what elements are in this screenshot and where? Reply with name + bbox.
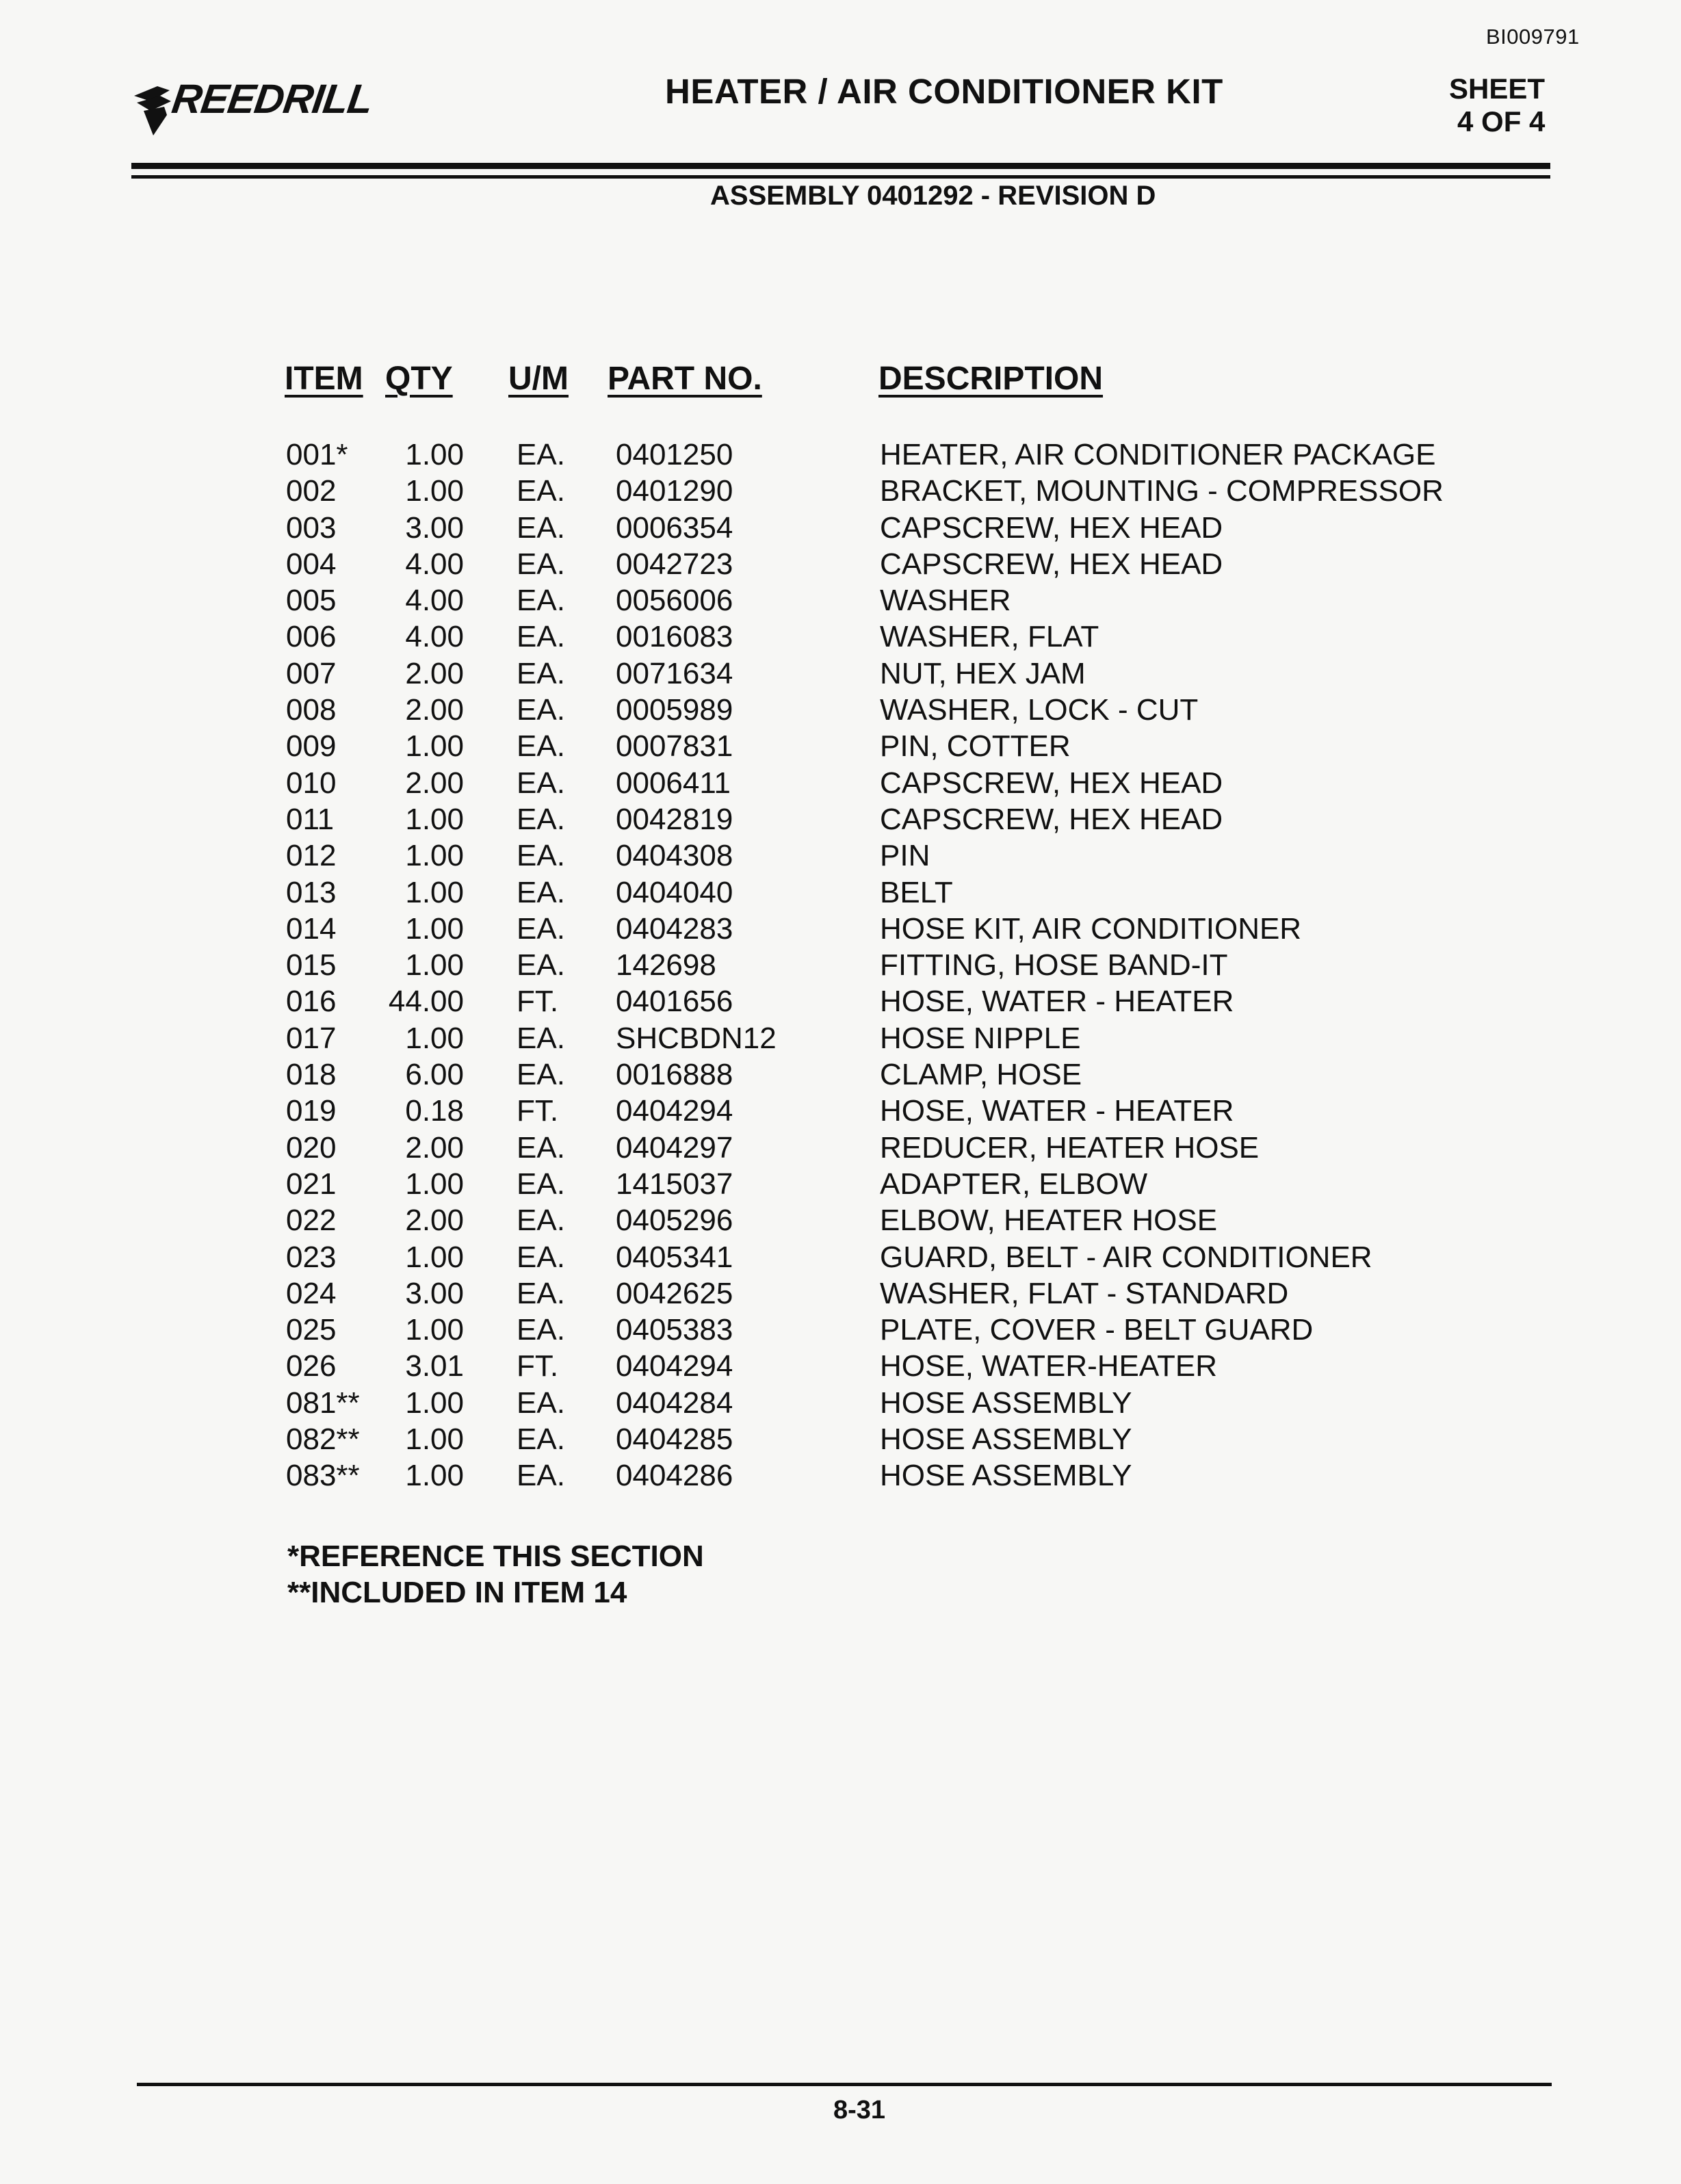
item-number: 011	[286, 802, 335, 836]
unit-of-measure: EA.	[517, 1021, 565, 1055]
quantity: 1.00	[405, 474, 464, 508]
item-number: 082**	[286, 1422, 360, 1457]
unit-of-measure: EA.	[517, 656, 565, 690]
table-row	[0, 912, 1681, 948]
quantity: 1.00	[405, 1459, 464, 1493]
part-number: 0006354	[616, 510, 733, 545]
part-description: CAPSCREW, HEX HEAD	[880, 510, 1223, 545]
table-row	[0, 1422, 1681, 1459]
quantity: 1.00	[405, 1386, 464, 1420]
table-row	[0, 511, 1681, 547]
table-row	[0, 1022, 1681, 1058]
unit-of-measure: EA.	[517, 1313, 565, 1347]
table-row	[0, 1094, 1681, 1130]
part-description: HOSE, WATER - HEATER	[880, 985, 1234, 1019]
part-description: REDUCER, HEATER HOSE	[880, 1130, 1260, 1165]
header-rule-thick	[131, 163, 1550, 169]
company-logo	[130, 73, 376, 141]
quantity: 2.00	[405, 656, 464, 690]
table-row	[0, 1167, 1681, 1204]
item-number: 024	[286, 1276, 337, 1310]
part-description: GUARD, BELT - AIR CONDITIONER	[880, 1240, 1372, 1274]
unit-of-measure: EA.	[517, 547, 565, 581]
table-row	[0, 547, 1681, 584]
quantity: 4.00	[405, 620, 464, 654]
part-description: BELT	[880, 875, 953, 909]
part-description: HOSE NIPPLE	[880, 1021, 1081, 1055]
part-number: 0404286	[616, 1459, 733, 1493]
quantity: 44.00	[388, 985, 464, 1019]
part-description: WASHER	[880, 584, 1011, 618]
quantity: 2.00	[405, 693, 464, 727]
unit-of-measure: FT.	[517, 1094, 559, 1128]
part-number: 0405383	[616, 1313, 733, 1347]
column-header-item: ITEM	[285, 361, 363, 397]
item-number: 021	[286, 1167, 337, 1201]
part-number: 0404040	[616, 875, 733, 909]
item-number: 002	[286, 474, 337, 508]
part-description: HOSE, WATER - HEATER	[880, 1094, 1234, 1128]
quantity: 6.00	[405, 1058, 464, 1092]
part-description: HOSE ASSEMBLY	[880, 1386, 1132, 1420]
unit-of-measure: EA.	[517, 802, 565, 836]
item-number: 007	[286, 656, 337, 690]
part-number: 0401290	[616, 474, 733, 508]
quantity: 1.00	[405, 948, 464, 983]
unit-of-measure: EA.	[517, 620, 565, 654]
unit-of-measure: EA.	[517, 875, 565, 909]
quantity: 1.00	[405, 911, 464, 946]
part-number: 0404283	[616, 911, 733, 946]
quantity: 1.00	[405, 729, 464, 764]
item-number: 016	[286, 985, 337, 1019]
item-number: 005	[286, 584, 337, 618]
part-description: ELBOW, HEATER HOSE	[880, 1204, 1218, 1238]
quantity: 2.00	[405, 766, 464, 800]
page-title: HEATER / AIR CONDITIONER KIT	[665, 72, 1223, 111]
part-number: 1415037	[616, 1167, 733, 1201]
part-number: 0404285	[616, 1422, 733, 1457]
part-description: FITTING, HOSE BAND-IT	[880, 948, 1228, 983]
table-row	[0, 729, 1681, 766]
unit-of-measure: EA.	[517, 584, 565, 618]
part-description: HEATER, AIR CONDITIONER PACKAGE	[880, 438, 1436, 471]
item-number: 010	[286, 766, 337, 800]
column-header-um: U/M	[508, 361, 569, 397]
part-description: PIN	[880, 839, 930, 873]
item-number: 013	[286, 875, 337, 909]
part-description: CAPSCREW, HEX HEAD	[880, 547, 1223, 581]
part-description: ADAPTER, ELBOW	[880, 1167, 1148, 1201]
logo-wordmark: REEDRILL	[169, 76, 376, 122]
quantity: 1.00	[405, 1422, 464, 1457]
quantity: 1.00	[405, 1240, 464, 1274]
part-description: NUT, HEX JAM	[880, 656, 1086, 690]
unit-of-measure: EA.	[517, 1130, 565, 1165]
unit-of-measure: EA.	[517, 438, 565, 471]
part-number: 0042819	[616, 802, 733, 836]
part-number: 0404294	[616, 1349, 733, 1383]
item-number: 003	[286, 510, 337, 545]
footnote-reference: *REFERENCE THIS SECTION	[287, 1539, 704, 1573]
part-number: 0071634	[616, 656, 733, 690]
header-rule-thin	[131, 175, 1550, 179]
unit-of-measure: EA.	[517, 911, 565, 946]
parts-table	[0, 438, 1681, 1496]
part-description: HOSE ASSEMBLY	[880, 1422, 1132, 1457]
quantity: 1.00	[405, 875, 464, 909]
part-number: 142698	[616, 948, 716, 983]
quantity: 0.18	[405, 1094, 464, 1128]
table-row	[0, 1277, 1681, 1313]
quantity: 1.00	[405, 1313, 464, 1347]
table-row	[0, 1349, 1681, 1386]
item-number: 020	[286, 1130, 337, 1165]
unit-of-measure: EA.	[517, 766, 565, 800]
part-description: HOSE, WATER-HEATER	[880, 1349, 1217, 1383]
item-number: 004	[286, 547, 337, 581]
footer-rule	[137, 2083, 1552, 2086]
part-description: WASHER, FLAT	[880, 620, 1099, 654]
table-row	[0, 985, 1681, 1021]
sheet-number: 4 OF 4	[1457, 105, 1546, 138]
part-number: 0404294	[616, 1094, 733, 1128]
part-number: 0404284	[616, 1386, 733, 1420]
part-number: 0016888	[616, 1058, 733, 1092]
item-number: 015	[286, 948, 337, 983]
item-number: 014	[286, 911, 337, 946]
footnote-included: **INCLUDED IN ITEM 14	[287, 1576, 627, 1609]
quantity: 1.00	[405, 802, 464, 836]
part-description: WASHER, FLAT - STANDARD	[880, 1276, 1289, 1310]
unit-of-measure: EA.	[517, 948, 565, 983]
part-description: CAPSCREW, HEX HEAD	[880, 766, 1223, 800]
unit-of-measure: EA.	[517, 1058, 565, 1092]
item-number: 001*	[286, 438, 348, 471]
part-description: HOSE ASSEMBLY	[880, 1459, 1132, 1493]
table-row	[0, 1459, 1681, 1495]
column-header-description: DESCRIPTION	[878, 361, 1104, 397]
quantity: 4.00	[405, 584, 464, 618]
part-description: CAPSCREW, HEX HEAD	[880, 802, 1223, 836]
part-number: 0405341	[616, 1240, 733, 1274]
unit-of-measure: EA.	[517, 693, 565, 727]
part-description: HOSE KIT, AIR CONDITIONER	[880, 911, 1302, 946]
column-header-part-no: PART NO.	[608, 361, 762, 397]
part-description: CLAMP, HOSE	[880, 1058, 1082, 1092]
quantity: 2.00	[405, 1130, 464, 1165]
unit-of-measure: EA.	[517, 510, 565, 545]
unit-of-measure: EA.	[517, 1459, 565, 1493]
item-number: 008	[286, 693, 337, 727]
column-header-qty: QTY	[385, 361, 453, 397]
item-number: 023	[286, 1240, 337, 1274]
part-description: WASHER, LOCK - CUT	[880, 693, 1199, 727]
part-number: 0056006	[616, 584, 733, 618]
item-number: 019	[286, 1094, 337, 1128]
document-id: BI009791	[1486, 25, 1580, 49]
part-number: 0016083	[616, 620, 733, 654]
unit-of-measure: EA.	[517, 1240, 565, 1274]
quantity: 1.00	[405, 1167, 464, 1201]
item-number: 006	[286, 620, 337, 654]
part-description: PIN, COTTER	[880, 729, 1071, 764]
assembly-revision: ASSEMBLY 0401292 - REVISION D	[710, 181, 1156, 211]
table-row	[0, 1313, 1681, 1349]
part-number: 0405296	[616, 1204, 733, 1238]
table-row	[0, 620, 1681, 656]
table-row	[0, 948, 1681, 985]
unit-of-measure: EA.	[517, 1386, 565, 1420]
item-number: 018	[286, 1058, 337, 1092]
table-row	[0, 657, 1681, 693]
table-row	[0, 584, 1681, 620]
table-row	[0, 1204, 1681, 1240]
part-number: 0401656	[616, 985, 733, 1019]
item-number: 081**	[286, 1386, 360, 1420]
table-row	[0, 839, 1681, 875]
quantity: 3.00	[405, 1276, 464, 1310]
part-number: 0404308	[616, 839, 733, 873]
unit-of-measure: EA.	[517, 474, 565, 508]
item-number: 017	[286, 1021, 337, 1055]
item-number: 022	[286, 1204, 337, 1238]
quantity: 4.00	[405, 547, 464, 581]
part-number: 0401250	[616, 438, 733, 471]
unit-of-measure: FT.	[517, 985, 559, 1019]
part-number: 0006411	[616, 766, 731, 800]
unit-of-measure: EA.	[517, 839, 565, 873]
item-number: 026	[286, 1349, 337, 1383]
quantity: 3.00	[405, 510, 464, 545]
table-row	[0, 1386, 1681, 1422]
page-number: 8-31	[833, 2096, 886, 2124]
item-number: 083**	[286, 1459, 360, 1493]
quantity: 1.00	[405, 438, 464, 471]
table-row	[0, 1131, 1681, 1167]
part-description: BRACKET, MOUNTING - COMPRESSOR	[880, 474, 1444, 508]
table-row	[0, 803, 1681, 839]
table-row	[0, 876, 1681, 912]
unit-of-measure: EA.	[517, 1204, 565, 1238]
unit-of-measure: FT.	[517, 1349, 559, 1383]
unit-of-measure: EA.	[517, 729, 565, 764]
table-row	[0, 474, 1681, 510]
part-number: SHCBDN12	[616, 1021, 777, 1055]
quantity: 1.00	[405, 839, 464, 873]
part-number: 0042625	[616, 1276, 733, 1310]
quantity: 1.00	[405, 1021, 464, 1055]
unit-of-measure: EA.	[517, 1167, 565, 1201]
table-row	[0, 693, 1681, 729]
item-number: 009	[286, 729, 337, 764]
table-row	[0, 438, 1681, 474]
quantity: 2.00	[405, 1204, 464, 1238]
table-row	[0, 766, 1681, 803]
table-row	[0, 1058, 1681, 1094]
part-number: 0007831	[616, 729, 733, 764]
item-number: 012	[286, 839, 337, 873]
unit-of-measure: EA.	[517, 1422, 565, 1457]
quantity: 3.01	[405, 1349, 464, 1383]
part-number: 0005989	[616, 693, 733, 727]
sheet-label: SHEET	[1449, 73, 1546, 105]
part-number: 0042723	[616, 547, 733, 581]
part-number: 0404297	[616, 1130, 733, 1165]
item-number: 025	[286, 1313, 337, 1347]
table-row	[0, 1240, 1681, 1277]
unit-of-measure: EA.	[517, 1276, 565, 1310]
part-description: PLATE, COVER - BELT GUARD	[880, 1313, 1314, 1347]
